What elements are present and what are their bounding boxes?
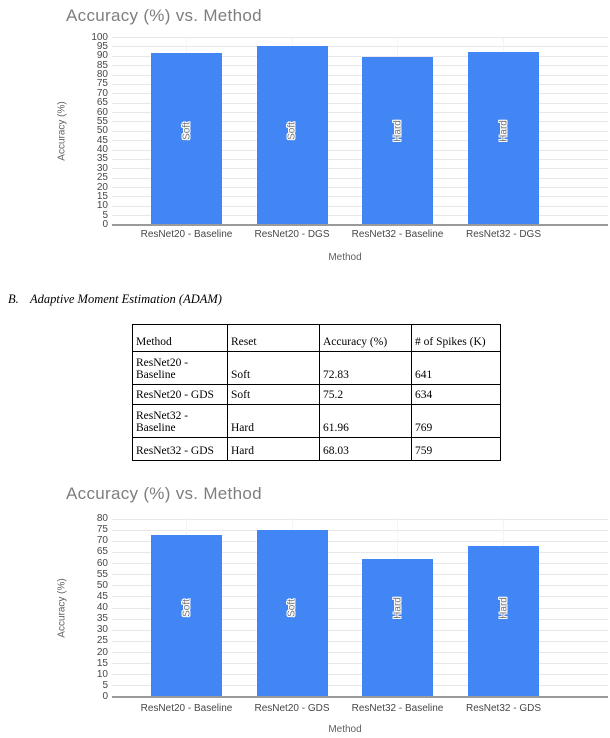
category-label: ResNet32 - Baseline xyxy=(351,703,444,714)
table-header-cell: Method xyxy=(133,325,228,352)
y-tick-label: 65 xyxy=(96,97,108,109)
table-cell: 759 xyxy=(412,438,501,461)
category-label: ResNet32 - Baseline xyxy=(351,229,444,240)
y-tick-label: 100 xyxy=(91,31,108,43)
y-tick-label: 15 xyxy=(96,657,108,669)
table-cell: 68.03 xyxy=(320,438,412,461)
y-tick-label: 80 xyxy=(96,69,108,80)
y-tick-label: 30 xyxy=(96,162,108,174)
table-cell: ResNet32 - GDS xyxy=(133,438,228,461)
table-cell: 634 xyxy=(412,385,501,405)
y-tick-label: 50 xyxy=(96,125,108,137)
table-cell: Soft xyxy=(228,352,320,385)
table-cell: Soft xyxy=(228,385,320,405)
bar-annotation: Hard xyxy=(498,597,509,619)
section-heading-title: Adaptive Moment Estimation (ADAM) xyxy=(30,292,222,306)
y-tick-label: 20 xyxy=(96,646,108,658)
bar xyxy=(362,559,433,697)
bar-annotation: Soft xyxy=(286,599,298,617)
category-label: ResNet20 - Baseline xyxy=(140,229,233,240)
y-tick-label: 60 xyxy=(96,106,108,118)
category-label: ResNet20 - GDS xyxy=(254,703,330,714)
table-cell: 769 xyxy=(412,405,501,438)
table-header-cell: Accuracy (%) xyxy=(320,325,412,352)
y-tick-label: 30 xyxy=(96,624,108,636)
chart-title: Accuracy (%) vs. Method xyxy=(66,484,262,503)
y-tick-label: 10 xyxy=(96,668,108,680)
y-tick-label: 60 xyxy=(96,557,108,569)
y-axis-title: Accuracy (%) xyxy=(56,101,68,161)
table-cell: ResNet20 - GDS xyxy=(133,385,228,405)
table-cell: 72.83 xyxy=(320,352,412,385)
bar-annotation: Soft xyxy=(181,599,192,617)
y-tick-label: 45 xyxy=(96,134,108,146)
y-tick-label: 80 xyxy=(96,513,108,524)
category-label: ResNet32 - GDS xyxy=(465,703,542,714)
y-tick-label: 55 xyxy=(96,568,108,580)
y-tick-label: 75 xyxy=(96,524,108,536)
category-label: ResNet20 - DGS xyxy=(254,229,330,240)
x-axis-line xyxy=(112,696,608,698)
y-tick-label: 5 xyxy=(102,679,108,691)
category-label: ResNet32 - DGS xyxy=(465,229,542,240)
bar-annotation: Hard xyxy=(392,597,403,619)
bar-annotation: Soft xyxy=(286,122,298,141)
y-tick-label: 90 xyxy=(96,50,108,62)
y-tick-label: 35 xyxy=(96,613,108,625)
bar-annotation: Soft xyxy=(181,122,192,141)
section-heading-index: B. xyxy=(8,292,19,306)
y-tick-label: 40 xyxy=(96,602,108,613)
y-tick-label: 50 xyxy=(96,579,108,591)
table-cell: Hard xyxy=(228,438,320,461)
table-cell: 641 xyxy=(412,352,501,385)
y-tick-label: 70 xyxy=(96,535,108,547)
y-tick-label: 70 xyxy=(96,87,108,99)
table-header-cell: Reset xyxy=(228,325,320,352)
table-cell: ResNet20 - Baseline xyxy=(133,352,228,385)
y-tick-label: 55 xyxy=(96,115,108,127)
table-cell: Hard xyxy=(228,405,320,438)
y-tick-label: 95 xyxy=(96,40,108,52)
y-tick-label: 25 xyxy=(96,172,108,184)
table-cell: 75.2 xyxy=(320,385,412,405)
y-axis-title: Accuracy (%) xyxy=(56,578,68,638)
table-header-cell: # of Spikes (K) xyxy=(412,325,501,352)
x-axis-title: Method xyxy=(328,252,362,263)
y-tick-label: 10 xyxy=(96,200,108,212)
y-tick-label: 5 xyxy=(102,209,108,221)
category-label: ResNet20 - Baseline xyxy=(140,703,233,714)
y-tick-label: 15 xyxy=(96,190,108,202)
bar-annotation: Hard xyxy=(392,120,403,143)
y-tick-label: 75 xyxy=(96,78,108,90)
bar-annotation: Hard xyxy=(498,120,509,143)
y-tick-label: 20 xyxy=(96,181,108,193)
y-tick-label: 0 xyxy=(102,691,108,702)
y-tick-label: 35 xyxy=(96,153,108,165)
y-tick-label: 0 xyxy=(102,219,108,230)
table-cell: ResNet32 - Baseline xyxy=(133,405,228,438)
x-axis-title: Method xyxy=(328,724,362,735)
bar xyxy=(468,546,539,697)
y-tick-label: 40 xyxy=(96,144,108,155)
y-tick-label: 45 xyxy=(96,590,108,602)
y-tick-label: 85 xyxy=(96,59,108,71)
y-tick-label: 25 xyxy=(96,635,108,647)
table-cell: 61.96 xyxy=(320,405,412,438)
chart-title: Accuracy (%) vs. Method xyxy=(66,6,262,25)
y-tick-label: 65 xyxy=(96,546,108,558)
